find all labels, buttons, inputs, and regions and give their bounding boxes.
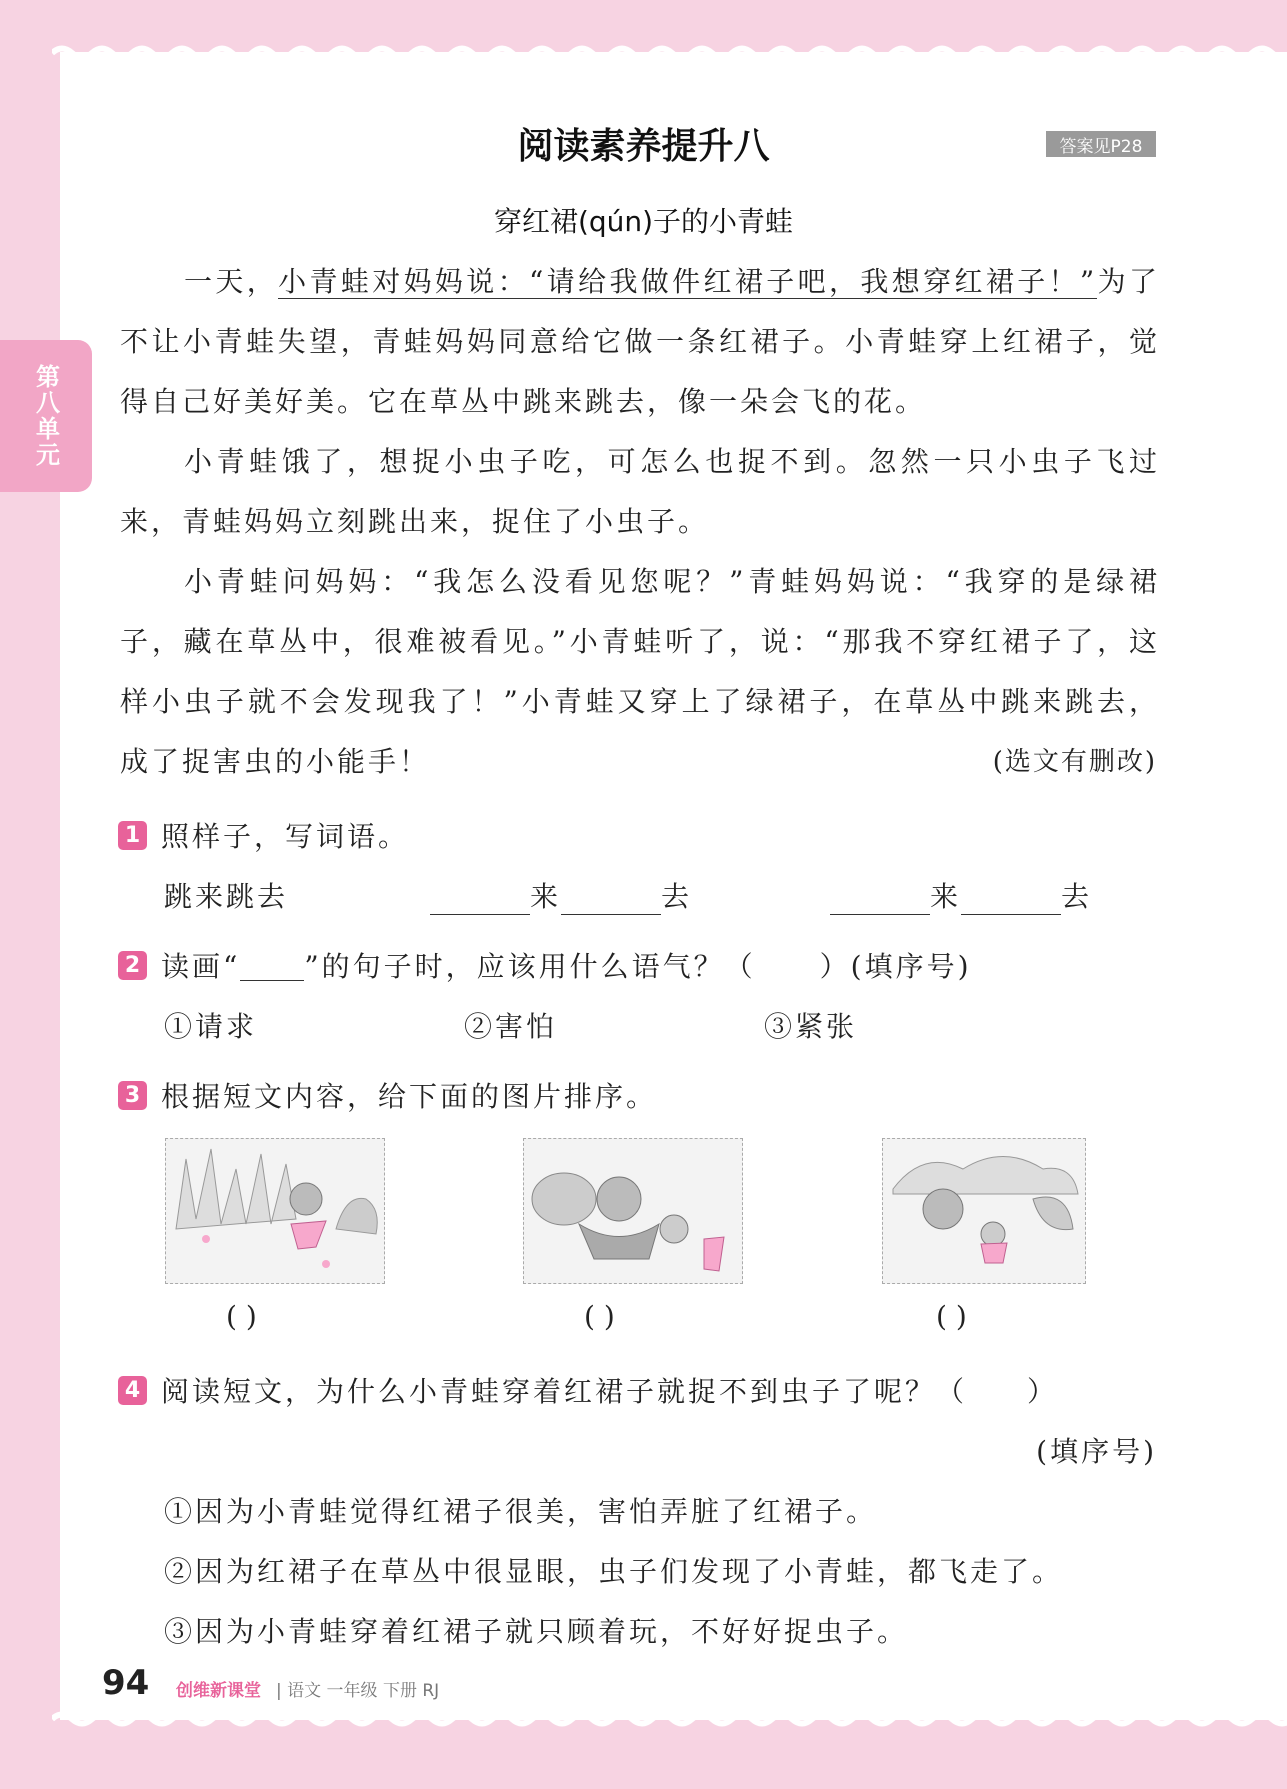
question-2-text-b: ”的句子时，应该用什么语气？（ — [304, 950, 756, 983]
question-number-3: 3 — [118, 1081, 147, 1110]
q4-option-3: ③因为小青蛙穿着红裙子就只顾着玩，不好好捉虫子。 — [164, 1615, 909, 1648]
question-1-text: 照样子，写词语。 — [161, 820, 410, 853]
q1-word-lai-2: 来 — [930, 880, 962, 913]
q2-option-3: ③紧张 — [764, 1010, 858, 1043]
q1-blank-1a[interactable] — [430, 884, 530, 915]
unit-tab: 第八单元 — [0, 340, 92, 492]
question-2 — [118, 945, 972, 985]
footer-brand: 创维新课堂 — [176, 1681, 261, 1701]
question-3-text: 根据短文内容，给下面的图片排序。 — [161, 1080, 658, 1113]
footer-book-info: | 语文 一年级 下册 RJ — [276, 1681, 440, 1701]
q4-option-1: ①因为小青蛙觉得红裙子很美，害怕弄脏了红裙子。 — [164, 1495, 878, 1528]
page-title: 阅读素养提升八 — [517, 126, 770, 167]
question-4-text: 阅读短文，为什么小青蛙穿着红裙子就捉不到虫子了呢？（ — [161, 1375, 968, 1408]
question-3 — [118, 1075, 657, 1115]
story-paragraph-3: 小青蛙问妈妈：“我怎么没看见您呢？”青蛙妈妈说：“我穿的是绿裙子，藏在草丛中，很难被看见。”小青蛙听了，说：“那我不穿红裙子了，这样小虫子就不会发现我了！”小青蛙又穿上了绿裙子，在草丛中跳来跳去，成了捉害虫的小能手！ — [120, 565, 1160, 778]
q1-answer-2 — [830, 875, 1092, 915]
story-paragraph-2: 小青蛙饿了，想捉小虫子吃，可怎么也捉不到。忽然一只小虫子飞过来，青蛙妈妈立刻跳出来，捉住了小虫子。 — [120, 445, 1160, 538]
answer-reference-badge: 答案见P28 — [1046, 131, 1156, 157]
q1-example: 跳来跳去 — [164, 880, 289, 913]
picture-frogs-in-grass — [882, 1138, 1086, 1284]
picture-frog-in-red-skirt — [165, 1138, 385, 1284]
q2-underline-sample — [240, 950, 304, 981]
q2-option-1: ①请求 — [164, 1010, 258, 1043]
question-1 — [118, 815, 409, 855]
q3-answer-3[interactable]: ( ) — [936, 1300, 967, 1333]
source-note: (选文有删改) — [992, 747, 1157, 777]
q2-option-2: ②害怕 — [464, 1010, 558, 1043]
story-title: 穿红裙(qún)子的小青蛙 — [493, 205, 794, 238]
story-paragraph-1 — [120, 252, 1160, 432]
story-p1-start: 一天， — [184, 265, 279, 298]
question-4 — [118, 1370, 1058, 1410]
q1-blank-1b[interactable] — [561, 884, 661, 915]
q3-answer-1[interactable]: ( ) — [226, 1300, 257, 1333]
question-2-text-c: ）(填序号) — [819, 950, 972, 983]
question-number-4: 4 — [118, 1376, 147, 1405]
q1-answer-1 — [430, 875, 692, 915]
question-2-text-a: 读画“ — [161, 950, 241, 983]
q1-word-qu: 去 — [661, 880, 693, 913]
q1-word-lai: 来 — [530, 880, 562, 913]
q3-answer-2[interactable]: ( ) — [584, 1300, 615, 1333]
question-4-text-end: ） — [1027, 1375, 1059, 1408]
wavy-border-bottom — [52, 1710, 1287, 1728]
wavy-border-top — [52, 44, 1287, 62]
q1-blank-2b[interactable] — [961, 884, 1061, 915]
question-number-1: 1 — [118, 821, 147, 850]
q1-blank-2a[interactable] — [830, 884, 930, 915]
q4-option-2: ②因为红裙子在草丛中很显眼，虫子们发现了小青蛙，都飞走了。 — [164, 1555, 1064, 1588]
underlined-sentence: 小青蛙对妈妈说：“请给我做件红裙子吧，我想穿红裙子！” — [278, 265, 1098, 298]
picture-mother-frog-catching-bug — [523, 1138, 743, 1284]
page-number: 94 — [102, 1663, 150, 1703]
question-number-2: 2 — [118, 951, 147, 980]
story-p1-rest: 为了不让小青蛙失望，青蛙妈妈同意给它做一条红裙子。小青蛙穿上红裙子，觉得自己好美好美。它在草丛中跳来跳去，像一朵会飞的花。 — [120, 265, 1160, 418]
q1-word-qu-2: 去 — [1061, 880, 1093, 913]
q4-hint: (填序号) — [1036, 1435, 1157, 1468]
